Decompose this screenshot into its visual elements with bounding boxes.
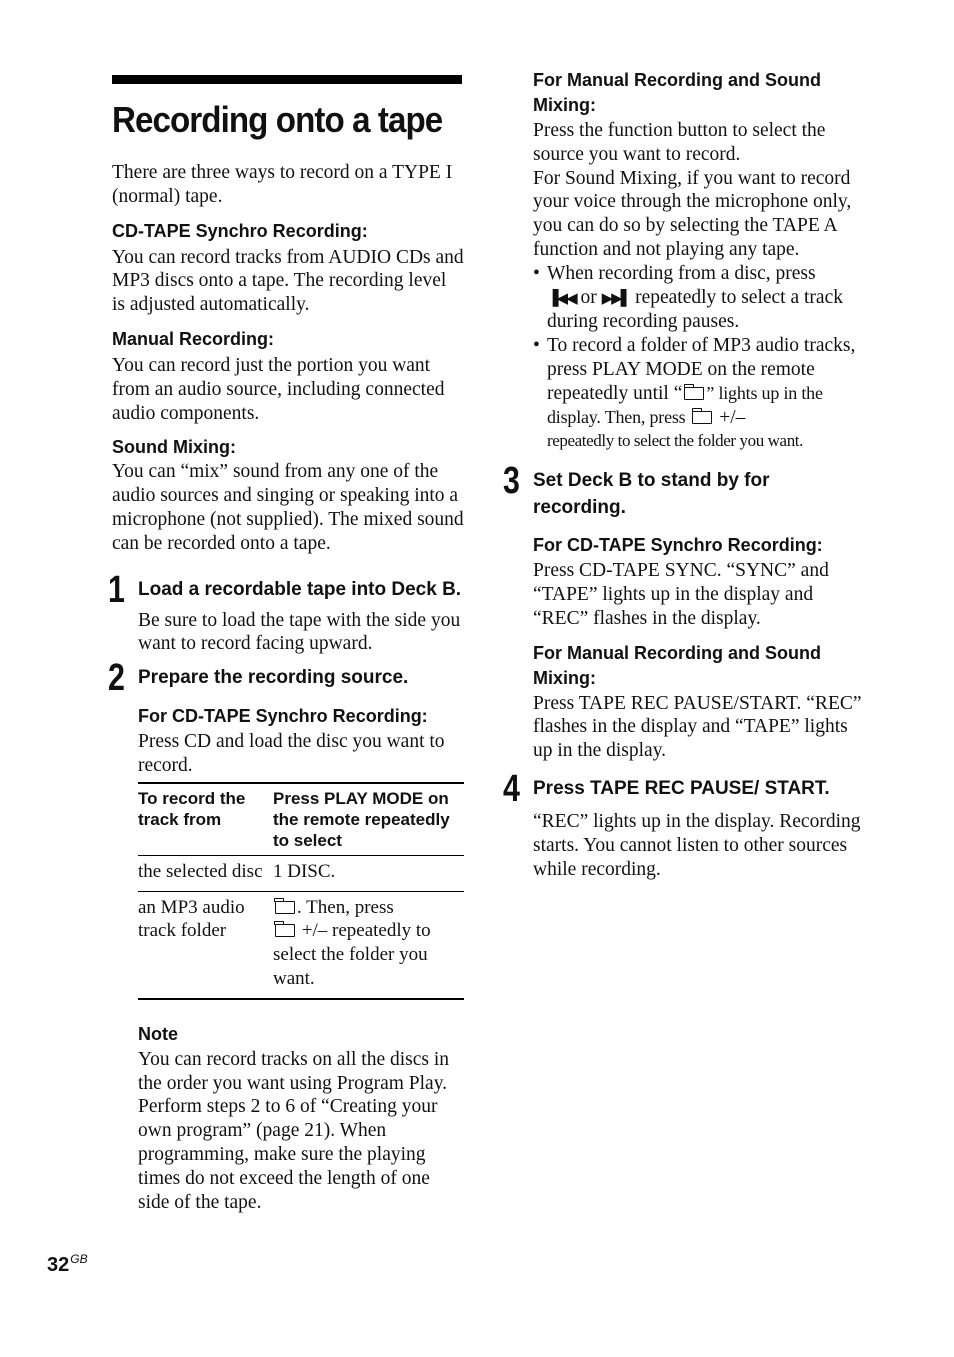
step-1-number: 1 bbox=[108, 568, 125, 611]
step-4-text: “REC” lights up in the display. Recording starts. You cannot listen to other sources while recording. bbox=[533, 810, 861, 880]
step-2-number: 2 bbox=[108, 657, 125, 700]
bullet-1-text-a: When recording from a disc, press bbox=[547, 262, 816, 284]
page-number bbox=[47, 1252, 88, 1277]
folder-icon bbox=[684, 387, 704, 400]
cd-tape-synchro-heading: CD-TAPE Synchro Recording: bbox=[112, 220, 368, 241]
table-header-col1: To record the track from bbox=[138, 788, 246, 829]
note-text: You can record tracks on all the discs in the order you want using Program Play. Perform steps 2 to 6 of “Creating your own program” (page 21). When programming, make sure the playing times do not exceed the length of one side of the tape. bbox=[138, 1048, 450, 1213]
folder-icon bbox=[692, 411, 712, 424]
next-track-icon: ▶▶▌ bbox=[601, 288, 631, 307]
previous-track-icon: ▐◀◀ bbox=[547, 288, 576, 307]
folder-icon bbox=[275, 901, 295, 914]
table-row bbox=[138, 891, 464, 999]
note-heading: Note bbox=[138, 1023, 178, 1044]
step-4-title: Press TAPE REC PAUSE/ START. bbox=[533, 777, 830, 799]
manual-text-2: For Sound Mixing, if you want to record your voice through the microphone only, you can do so by selecting the TAPE A function and not playing any tape. bbox=[533, 167, 852, 260]
step-2 bbox=[108, 657, 464, 1214]
manual-sound-mixing-heading: For Manual Recording and Sound Mixing: bbox=[533, 70, 821, 115]
bullet-1-or: or bbox=[580, 286, 597, 308]
step-1-title: Load a recordable tape into Deck B. bbox=[138, 578, 462, 600]
bullet-2-text-b: ” lights up in the display. Then, press bbox=[547, 382, 823, 427]
table-cell: 1 DISC. bbox=[273, 860, 336, 882]
cd-tape-synchro-text: You can record tracks from AUDIO CDs and MP3 discs onto a tape. The recording level is adjusted automatically. bbox=[112, 246, 464, 316]
bullet-2-text-a: To record a folder of MP3 audio tracks, press PLAY MODE on the remote repeatedly until “ bbox=[547, 335, 856, 404]
step-4-number: 4 bbox=[503, 767, 520, 810]
step-2-cd-text: Press CD and load the disc you want to record. bbox=[138, 731, 445, 776]
step-3-cd-text: Press CD-TAPE SYNC. “SYNC” and “TAPE” lights up in the display and “REC” flashes in the display. bbox=[533, 560, 829, 629]
manual-recording-text: You can record just the portion you want from an audio source, including connected audio components. bbox=[112, 354, 445, 424]
table-row bbox=[138, 855, 464, 891]
step-4 bbox=[503, 767, 863, 810]
page-number-value: 32 bbox=[47, 1254, 70, 1276]
intro-text: There are three ways to record on a TYPE I (normal) tape. bbox=[112, 162, 453, 207]
table-header-col2: Press PLAY MODE on the remote repeatedly to select bbox=[273, 788, 450, 850]
page-region-code: GB bbox=[70, 1252, 88, 1266]
page-title: Recording onto a tape bbox=[112, 99, 443, 140]
table-cell bbox=[273, 891, 464, 999]
bullet-1-text-b: repeatedly to select a track during recording pauses. bbox=[547, 286, 843, 333]
manual-recording-heading: Manual Recording: bbox=[112, 328, 275, 349]
bullet-disc-track bbox=[533, 262, 863, 334]
bullet-2-text-d: repeatedly to select the folder you want. bbox=[547, 431, 803, 451]
step-1-text: Be sure to load the tape with the side you want to record facing upward. bbox=[138, 609, 461, 655]
table-cell-text-b: +/– repeatedly to select the folder you want. bbox=[273, 920, 431, 989]
left-column bbox=[108, 75, 464, 1214]
manual-text-1: Press the function button to select the source you want to record. bbox=[533, 120, 826, 165]
step-3-number: 3 bbox=[503, 460, 520, 503]
folder-icon bbox=[275, 924, 295, 937]
bullet-mp3-folder bbox=[533, 334, 863, 453]
step-2-cd-heading: For CD-TAPE Synchro Recording: bbox=[138, 706, 428, 727]
table-cell: the selected disc bbox=[138, 860, 263, 882]
step-3-cd-heading: For CD-TAPE Synchro Recording: bbox=[533, 535, 823, 556]
play-mode-table bbox=[138, 782, 464, 1000]
step-3-title: Set Deck B to stand by for recording. bbox=[533, 470, 770, 519]
step-2-title: Prepare the recording source. bbox=[138, 667, 409, 689]
table-header-row bbox=[138, 783, 464, 856]
table-cell: an MP3 audio track folder bbox=[138, 896, 245, 942]
step-3 bbox=[503, 460, 863, 521]
step-3-manual-text: Press TAPE REC PAUSE/START. “REC” flashes in the display and “TAPE” lights up in the display. bbox=[533, 692, 862, 762]
sound-mixing-heading: Sound Mixing: bbox=[112, 437, 236, 458]
bullet-2-text-c: +/– bbox=[714, 406, 746, 428]
step-3-manual-heading: For Manual Recording and Sound Mixing: bbox=[533, 642, 821, 688]
table-cell-text-a: . Then, press bbox=[297, 896, 394, 918]
title-rule bbox=[112, 75, 462, 84]
sound-mixing-text: You can “mix” sound from any one of the audio sources and singing or speaking into a microphone (not supplied). The mixed sound can be recorded onto a tape. bbox=[112, 461, 464, 554]
step-1 bbox=[108, 568, 464, 657]
right-column bbox=[503, 68, 863, 881]
